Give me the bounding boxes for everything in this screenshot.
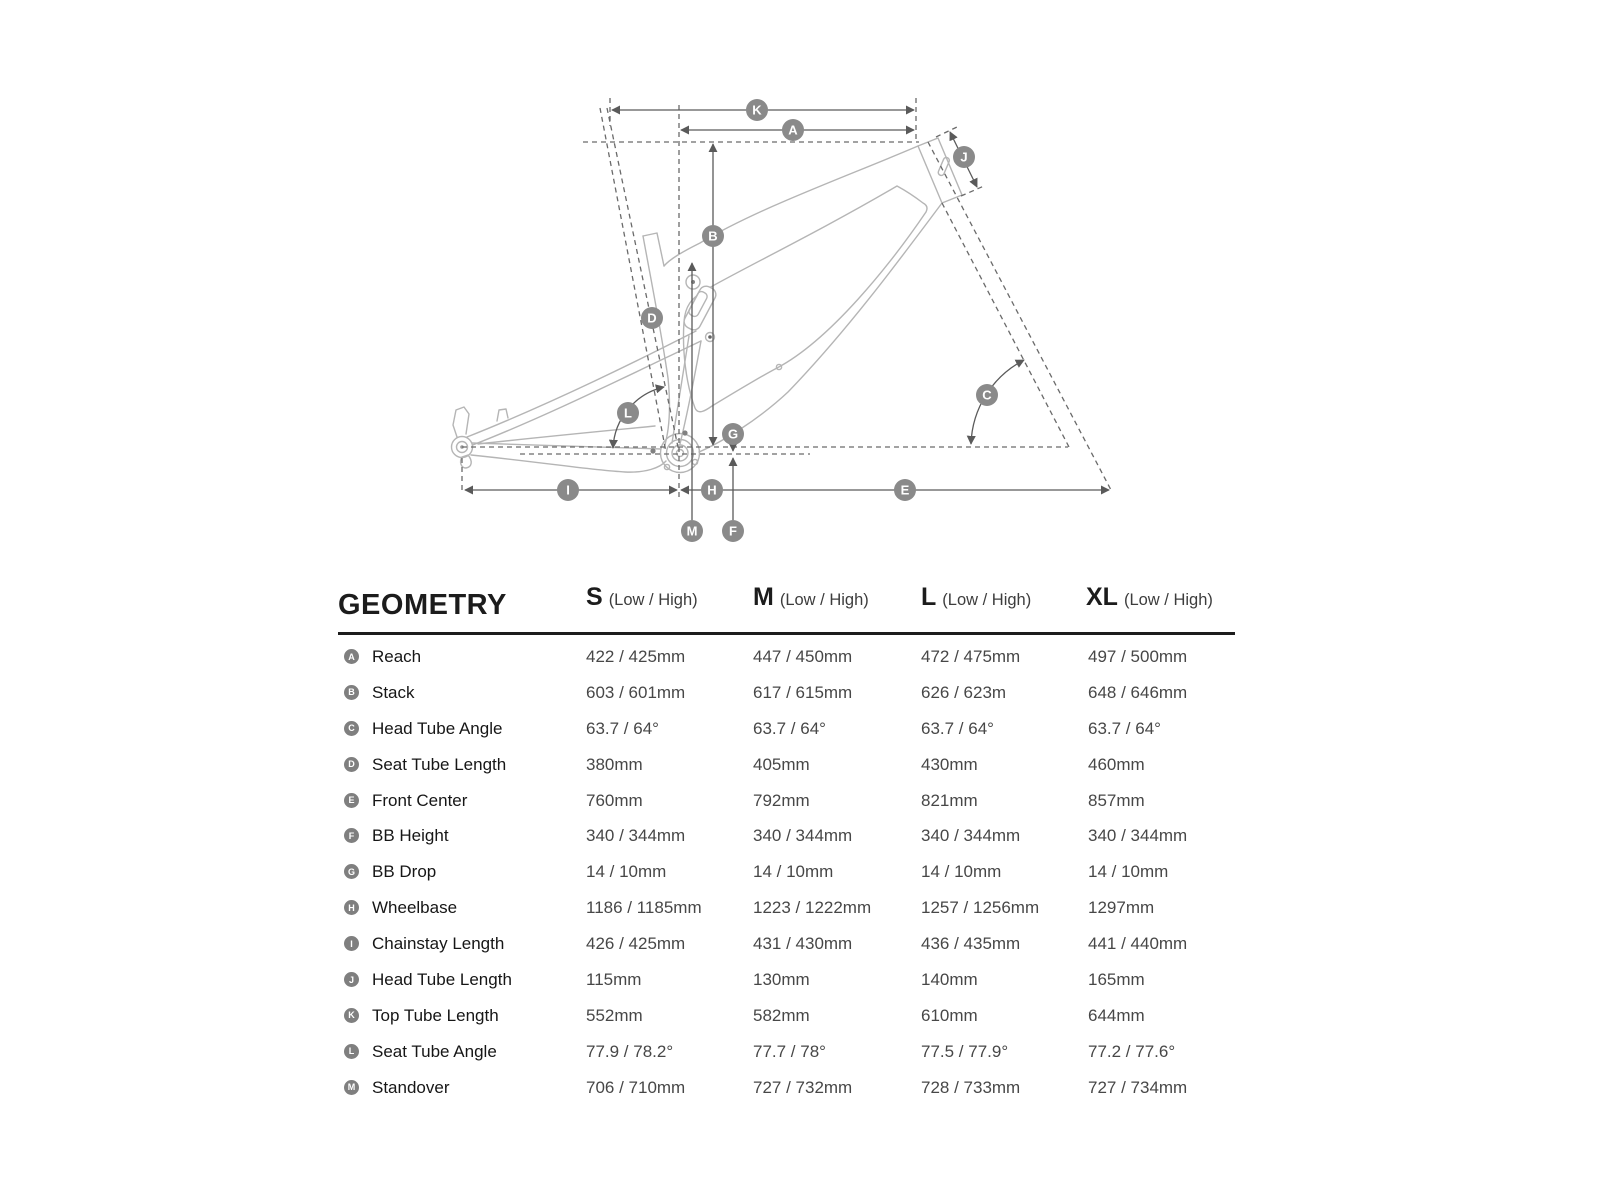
- diagram-label-letter-B: B: [708, 228, 718, 244]
- row-value: 610mm: [921, 1005, 978, 1025]
- chainstay: [472, 443, 661, 449]
- row-value: 130mm: [753, 970, 810, 990]
- row-letter-badge: H: [344, 900, 359, 915]
- row-value: 77.7 / 78°: [753, 1041, 826, 1061]
- table-row-head-tube-angle: [338, 711, 1238, 747]
- row-value: 644mm: [1088, 1005, 1145, 1025]
- row-value: 648 / 646mm: [1088, 682, 1188, 702]
- row-label: Top Tube Length: [372, 1005, 499, 1025]
- brake-mount-tab: [453, 407, 469, 437]
- row-value: 706 / 710mm: [586, 1077, 686, 1097]
- table-row-seat-tube-angle: [338, 1034, 1238, 1070]
- table-divider: [338, 632, 1235, 635]
- bb-bolt-3: [682, 430, 687, 435]
- size-header-suffix: (Low / High): [779, 591, 869, 609]
- size-header-letter: XL: [1086, 583, 1118, 611]
- row-value: 63.7 / 64°: [753, 718, 826, 738]
- diagram-label-letter-A: A: [788, 122, 798, 138]
- row-value: 821mm: [921, 790, 978, 810]
- row-letter-badge: C: [344, 721, 359, 736]
- row-letter-badge: L: [344, 1044, 359, 1059]
- chainstay-lower-edge: [471, 455, 666, 472]
- diagram-label-letter-L: L: [624, 405, 632, 421]
- size-header-letter: M: [753, 583, 774, 611]
- seat-tube: [643, 236, 669, 448]
- steering-axis-line: [928, 142, 1111, 490]
- row-letter-badge: G: [344, 864, 359, 879]
- row-value: 14 / 10mm: [586, 862, 667, 882]
- size-header-S: [586, 583, 698, 612]
- table-row-chainstay-length: [338, 926, 1238, 962]
- row-label: Standover: [372, 1077, 450, 1097]
- row-label: Stack: [372, 682, 415, 702]
- row-value: 617 / 615mm: [753, 682, 853, 702]
- row-label: Seat Tube Angle: [372, 1041, 497, 1061]
- frame-art: [452, 138, 963, 473]
- row-label: Chainstay Length: [372, 934, 505, 954]
- head-angle-line: [942, 203, 1069, 447]
- seatstay-brace-tab: [497, 409, 508, 421]
- row-label: Head Tube Angle: [372, 718, 503, 738]
- row-value: 340 / 344mm: [586, 826, 686, 846]
- diagram-label-letter-I: I: [566, 482, 570, 498]
- table-row-bb-drop: [338, 854, 1238, 890]
- row-value: 727 / 734mm: [1088, 1077, 1188, 1097]
- diagram-label-letter-E: E: [900, 482, 910, 498]
- table-row-top-tube-length: [338, 998, 1238, 1034]
- row-label: Reach: [372, 647, 422, 666]
- size-header-XL: [1086, 583, 1213, 612]
- row-letter-badge: F: [344, 828, 359, 843]
- diagram-label-letter-H: H: [707, 482, 717, 498]
- geometry-table-title: GEOMETRY: [338, 589, 507, 621]
- row-value: 857mm: [1088, 790, 1145, 810]
- row-value: 405mm: [753, 754, 810, 774]
- row-value: 472 / 475mm: [921, 647, 1021, 666]
- row-value: 380mm: [586, 754, 643, 774]
- table-row-reach: [338, 639, 1238, 675]
- row-letter-badge: B: [344, 685, 359, 700]
- row-label: Wheelbase: [372, 898, 458, 918]
- reference-lines: [462, 98, 1111, 497]
- top-tube: [664, 146, 918, 266]
- row-letter-badge: I: [344, 936, 359, 951]
- geometry-rows: [338, 639, 1238, 1106]
- diagram-label-letter-J: J: [960, 149, 968, 165]
- row-value: 1297mm: [1088, 898, 1155, 918]
- row-value: 77.2 / 77.6°: [1088, 1041, 1176, 1061]
- diagram-label-letter-F: F: [729, 523, 737, 539]
- size-header-L: [921, 583, 1031, 612]
- row-value: 582mm: [753, 1005, 810, 1025]
- row-letter-badge: M: [344, 1080, 359, 1095]
- size-header-letter: S: [586, 583, 603, 611]
- seatstay: [467, 331, 696, 437]
- row-letter-badge: E: [344, 793, 359, 808]
- row-value: 441 / 440mm: [1088, 934, 1188, 954]
- row-label: Front Center: [372, 790, 468, 810]
- diagram-label-letter-C: C: [982, 387, 992, 403]
- row-value: 436 / 435mm: [921, 934, 1021, 954]
- row-value: 77.5 / 77.9°: [921, 1041, 1009, 1061]
- row-value: 497 / 500mm: [1088, 647, 1188, 666]
- row-label: Head Tube Length: [372, 970, 512, 990]
- table-row-stack: [338, 675, 1238, 711]
- row-value: 727 / 732mm: [753, 1077, 853, 1097]
- row-value: 552mm: [586, 1005, 643, 1025]
- row-value: 447 / 450mm: [753, 647, 853, 666]
- table-row-wheelbase: [338, 890, 1238, 926]
- row-value: 340 / 344mm: [1088, 826, 1188, 846]
- row-value: 77.9 / 78.2°: [586, 1041, 674, 1061]
- row-value: 340 / 344mm: [753, 826, 853, 846]
- headtube-j-tick-top: [936, 127, 957, 137]
- row-letter-badge: J: [344, 972, 359, 987]
- row-letter-badge: D: [344, 757, 359, 772]
- row-value: 14 / 10mm: [753, 862, 834, 882]
- bb-bolt-4: [650, 448, 655, 453]
- table-row-seat-tube-length: [338, 747, 1238, 783]
- lower-pivot-dot: [708, 335, 712, 339]
- row-label: Seat Tube Length: [372, 754, 507, 774]
- table-row-bb-height: [338, 818, 1238, 854]
- row-value: 14 / 10mm: [921, 862, 1002, 882]
- row-label: BB Drop: [372, 862, 437, 882]
- row-value: 422 / 425mm: [586, 647, 686, 666]
- row-value: 1223 / 1222mm: [753, 898, 872, 918]
- size-header-letter: L: [921, 583, 937, 611]
- row-value: 165mm: [1088, 970, 1145, 990]
- row-letter-badge: K: [344, 1008, 359, 1023]
- table-row-head-tube-length: [338, 962, 1238, 998]
- row-letter-badge: A: [344, 649, 359, 664]
- size-header-suffix: (Low / High): [1123, 591, 1213, 609]
- diagram-label-letter-M: M: [686, 523, 698, 539]
- front-triangle-window: [683, 186, 927, 412]
- row-value: 760mm: [586, 790, 643, 810]
- seat-axis-line: [607, 108, 679, 452]
- row-value: 426 / 425mm: [586, 934, 686, 954]
- row-value: 115mm: [586, 970, 642, 990]
- row-value: 63.7 / 64°: [586, 718, 659, 738]
- size-header-M: [753, 583, 869, 612]
- row-value: 626 / 623m: [921, 682, 1007, 702]
- row-label: BB Height: [372, 826, 449, 846]
- size-header-suffix: (Low / High): [942, 591, 1032, 609]
- headtube-j-tick-bottom: [961, 186, 984, 196]
- row-value: 603 / 601mm: [586, 682, 686, 702]
- row-value: 340 / 344mm: [921, 826, 1021, 846]
- row-value: 63.7 / 64°: [921, 718, 994, 738]
- row-value: 728 / 733mm: [921, 1077, 1021, 1097]
- seat-axis-line-2: [600, 108, 666, 452]
- rear-window-edge: [478, 426, 655, 444]
- size-header-suffix: (Low / High): [608, 591, 698, 609]
- row-value: 460mm: [1088, 754, 1145, 774]
- diagram-label-letter-D: D: [647, 310, 657, 326]
- link-arm-left: [672, 336, 689, 443]
- row-value: 1257 / 1256mm: [921, 898, 1040, 918]
- table-row-front-center: [338, 783, 1238, 819]
- row-value: 63.7 / 64°: [1088, 718, 1161, 738]
- diagram-label-letter-G: G: [727, 426, 739, 442]
- table-row-standover: [338, 1070, 1238, 1106]
- diagram-label-letter-K: K: [752, 102, 762, 118]
- row-value: 14 / 10mm: [1088, 862, 1169, 882]
- row-value: 430mm: [921, 754, 978, 774]
- row-value: 1186 / 1185mm: [586, 898, 702, 918]
- row-value: 792mm: [753, 790, 810, 810]
- row-value: 140mm: [921, 970, 978, 990]
- row-value: 431 / 430mm: [753, 934, 853, 954]
- measurement-arrows: [465, 110, 1109, 520]
